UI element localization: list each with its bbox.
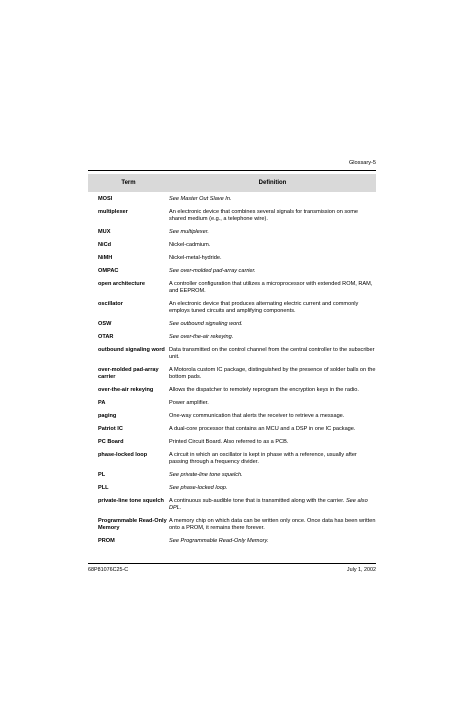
glossary-definition (169, 330, 376, 343)
table-row (88, 192, 376, 205)
definition-text: Printed Circuit Board. Also referred to as a PCB. (169, 439, 289, 445)
table-row (88, 409, 376, 422)
glossary-definition (169, 481, 376, 494)
glossary-term: PLL (98, 485, 109, 491)
glossary-term: MOSI (98, 196, 113, 202)
glossary-body (88, 192, 376, 547)
definition-text: One-way communication that alerts the receiver to retrieve a message. (169, 413, 345, 419)
glossary-term: outbound signaling word (98, 347, 165, 353)
glossary-term: PL (98, 472, 106, 478)
glossary-term: private-line tone squelch (98, 498, 164, 504)
table-header-row (88, 174, 376, 192)
glossary-definition (169, 317, 376, 330)
glossary-definition (169, 494, 376, 514)
footer-date: July 1, 2002 (346, 567, 376, 573)
glossary-term: OSW (98, 321, 112, 327)
header-rule (88, 170, 376, 171)
glossary-definition (169, 343, 376, 363)
definition-text: See Programmable Read-Only Memory. (169, 538, 269, 544)
glossary-term: multiplexer (98, 209, 128, 215)
table-row (88, 343, 376, 363)
definition-text: See Master Out Slave In. (169, 196, 232, 202)
glossary-term: phase-locked loop (98, 452, 148, 458)
glossary-term: OMPAC (98, 268, 119, 274)
glossary-definition (169, 225, 376, 238)
footer-doc-number: 68P81076C25-C (88, 567, 129, 573)
table-row (88, 468, 376, 481)
glossary-definition (169, 468, 376, 481)
footer-rule (88, 563, 376, 564)
definition-text: Nickel-cadmium. (169, 242, 211, 248)
glossary-term: open architecture (98, 281, 145, 287)
definition-text: See multiplexer. (169, 229, 209, 235)
definition-text: See phase-locked loop. (169, 485, 228, 491)
definition-column-header: Definition (169, 174, 376, 192)
definition-text: Data transmitted on the control channel from the central controller to the subscriber unit. (169, 347, 375, 360)
definition-text: Nickel-metal-hydride. (169, 255, 222, 261)
table-row (88, 205, 376, 225)
definition-text: See private-line tone squelch. (169, 472, 243, 478)
definition-text: Allows the dispatcher to remotely reprogram the encryption keys in the radio. (169, 387, 359, 393)
table-row (88, 297, 376, 317)
glossary-definition (169, 363, 376, 383)
table-row (88, 396, 376, 409)
glossary-term: paging (98, 413, 117, 419)
table-row (88, 238, 376, 251)
glossary-definition (169, 396, 376, 409)
term-column-header: Term (88, 174, 169, 192)
definition-text: See over-the-air rekeying. (169, 334, 234, 340)
table-row (88, 277, 376, 297)
glossary-term: oscillator (98, 301, 123, 307)
glossary-definition (169, 514, 376, 534)
glossary-definition (169, 448, 376, 468)
table-row (88, 534, 376, 547)
definition-text: Power amplifier. (169, 400, 209, 406)
glossary-term: NiMH (98, 255, 113, 261)
definition-text: An electronic device that produces alternating electric current and commonly employs tuned circuits and amplifying components. (169, 301, 359, 314)
table-row (88, 330, 376, 343)
table-row (88, 435, 376, 448)
table-row (88, 481, 376, 494)
glossary-term: PC Board (98, 439, 124, 445)
definition-text: A controller configuration that utilizes a microprocessor with extended ROM, RAM, and EEPROM. (169, 281, 373, 294)
header-title: Glossary-5 (348, 160, 376, 166)
definition-text: A Motorola custom IC package, distinguished by the presence of solder balls on the bottom pads. (169, 367, 376, 380)
table-row (88, 514, 376, 534)
table-row (88, 383, 376, 396)
glossary-definition (169, 383, 376, 396)
glossary-definition (169, 205, 376, 225)
glossary-term: over-the-air rekeying (98, 387, 154, 393)
glossary-term: Patriot IC (98, 426, 123, 432)
glossary-definition (169, 409, 376, 422)
definition-see-also: See also DPL. (169, 498, 368, 511)
glossary-term: MUX (98, 229, 111, 235)
glossary-definition (169, 297, 376, 317)
glossary-definition (169, 192, 376, 205)
glossary-table (88, 174, 376, 547)
glossary-term: OTAR (98, 334, 114, 340)
definition-text: A memory chip on which data can be written only once. Once data has been written onto a PROM, it remains there forever. (169, 518, 376, 531)
glossary-definition (169, 534, 376, 547)
glossary-definition (169, 435, 376, 448)
table-row (88, 422, 376, 435)
definition-text: An electronic device that combines several signals for transmission on some shared medium (e.g., a telephone wire). (169, 209, 359, 222)
table-row (88, 494, 376, 514)
table-row (88, 251, 376, 264)
table-row (88, 363, 376, 383)
table-row (88, 264, 376, 277)
definition-text: A dual-core processor that contains an MCU and a DSP in one IC package. (169, 426, 356, 432)
glossary-term: Programmable Read-Only Memory (98, 518, 167, 531)
glossary-term: PA (98, 400, 106, 406)
definition-text: A circuit in which an oscillator is kept in phase with a reference, usually after passing through a frequency divider. (169, 452, 357, 465)
glossary-definition (169, 264, 376, 277)
table-row (88, 225, 376, 238)
glossary-definition (169, 251, 376, 264)
table-row (88, 317, 376, 330)
definition-text: See outbound signaling word. (169, 321, 243, 327)
definition-text: See over-molded pad-array carrier. (169, 268, 256, 274)
table-row (88, 448, 376, 468)
glossary-definition (169, 422, 376, 435)
glossary-term: PROM (98, 538, 115, 544)
glossary-definition (169, 277, 376, 297)
glossary-term: NiCd (98, 242, 112, 248)
glossary-definition (169, 238, 376, 251)
definition-text: A continuous sub-audible tone that is transmitted along with the carrier. (169, 498, 345, 504)
glossary-term: over-molded pad-array carrier (98, 367, 159, 380)
